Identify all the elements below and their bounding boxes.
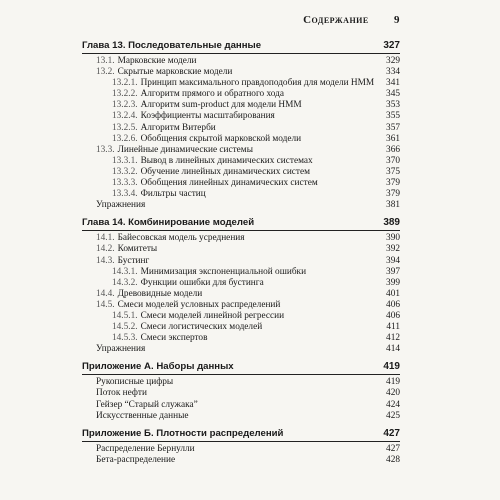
toc-entry-text	[112, 178, 318, 189]
toc-entry[interactable]	[82, 233, 400, 244]
section-page-number: 419	[386, 377, 400, 388]
chapter-page-number: 327	[383, 40, 400, 51]
toc-entry[interactable]	[82, 145, 400, 156]
section-number: 14.3.	[96, 255, 115, 266]
toc-entry[interactable]	[82, 189, 400, 200]
section-page-number: 406	[386, 310, 400, 321]
section-page-number: 394	[386, 255, 400, 266]
chapter-spacer	[82, 355, 400, 357]
chapter-spacer	[82, 466, 400, 468]
section-page-number: 361	[386, 133, 400, 144]
section-title: Принцип максимального правдоподобия для модели НММ	[140, 78, 375, 89]
chapter-title: Глава 14. Комбинирование моделей	[82, 217, 255, 229]
section-page-number: 424	[386, 399, 400, 410]
toc-entry[interactable]	[82, 200, 400, 211]
running-head	[82, 14, 400, 26]
toc-entry[interactable]	[82, 411, 400, 422]
toc-entry-text	[96, 455, 175, 466]
section-title: Фильтры частиц	[140, 189, 206, 200]
toc-entry-text	[112, 89, 284, 100]
toc-entry-text	[112, 322, 262, 333]
toc-entry[interactable]	[82, 178, 400, 189]
section-page-number: 411	[386, 322, 400, 333]
toc-entry[interactable]	[82, 156, 400, 167]
section-number: 14.1.	[96, 233, 115, 244]
section-title: Алгоритм sum-product для модели НММ	[140, 100, 302, 111]
section-title: Обобщения скрытой марковской модели	[140, 133, 302, 144]
section-title: Коэффициенты масштабирования	[140, 111, 275, 122]
toc-entry-text	[112, 189, 206, 200]
toc-entry-text	[112, 134, 301, 145]
toc-entry-text	[112, 111, 275, 122]
section-page-number: 401	[386, 288, 400, 299]
toc-entry[interactable]	[82, 100, 400, 111]
section-number: 14.4.	[96, 288, 115, 299]
section-number: 13.3.3.	[112, 178, 138, 189]
toc-entry-text	[96, 388, 147, 399]
toc-entry-text	[96, 300, 280, 311]
toc-entry[interactable]	[82, 78, 400, 89]
section-page-number: 381	[386, 200, 400, 211]
section-page-number: 357	[386, 122, 400, 133]
section-title: Функции ошибки для бустинга	[140, 277, 264, 288]
section-title: Смеси моделей условных распределений	[117, 299, 281, 310]
section-title: Бета-распределение	[96, 454, 176, 465]
section-title: Смеси экспертов	[140, 333, 208, 344]
toc-entry-text	[96, 145, 253, 156]
section-title: Смеси логистических моделей	[140, 322, 263, 333]
running-head-page-number: 9	[394, 14, 400, 26]
toc-chapter-heading[interactable]	[82, 217, 400, 231]
toc-entry-text	[112, 78, 374, 89]
section-page-number: 425	[386, 410, 400, 421]
toc-entry[interactable]	[82, 123, 400, 134]
section-number: 14.3.2.	[112, 277, 138, 288]
toc-entry[interactable]	[82, 444, 400, 455]
section-title: Вывод в линейных динамических системах	[140, 155, 313, 166]
chapter-spacer	[82, 211, 400, 213]
section-page-number: 399	[386, 277, 400, 288]
section-number: 13.3.4.	[112, 189, 138, 200]
chapter-title: Приложение Б. Плотности распределений	[82, 427, 284, 439]
toc-entry-text	[96, 244, 157, 255]
section-title: Древовидные модели	[117, 288, 203, 299]
toc-entry-text	[96, 56, 196, 67]
toc-chapter-heading[interactable]	[82, 428, 400, 442]
section-number: 13.1.	[96, 56, 115, 66]
toc-entry[interactable]	[82, 167, 400, 178]
section-title: Смеси моделей линейной регрессии	[140, 310, 285, 321]
toc-entry[interactable]	[82, 244, 400, 255]
section-number: 13.2.5.	[112, 122, 138, 133]
section-title: Распределение Бернулли	[96, 443, 195, 454]
section-number: 13.2.	[96, 67, 115, 78]
section-page-number: 428	[386, 454, 400, 465]
toc-entry-text	[96, 344, 145, 355]
section-number: 13.3.1.	[112, 155, 138, 166]
toc-entry-text	[96, 411, 188, 422]
section-number: 13.3.2.	[112, 166, 138, 177]
toc-entry-text	[96, 256, 149, 267]
chapter-spacer	[82, 422, 400, 424]
section-page-number: 370	[386, 155, 400, 166]
section-number: 13.2.6.	[112, 133, 138, 144]
toc-entry[interactable]	[82, 56, 400, 67]
section-page-number: 355	[386, 111, 400, 122]
section-title: Марковские модели	[117, 56, 197, 66]
toc-entry[interactable]	[82, 377, 400, 388]
section-page-number: 334	[386, 67, 400, 78]
toc-entry[interactable]	[82, 267, 400, 278]
section-title: Поток нефти	[96, 388, 147, 399]
section-number: 14.5.3.	[112, 333, 138, 344]
section-title: Алгоритм прямого и обратного хода	[140, 89, 285, 100]
section-title: Обобщения линейных динамических систем	[140, 178, 318, 189]
toc-entry-text	[96, 377, 173, 388]
toc-entry[interactable]	[82, 67, 400, 78]
section-page-number: 427	[386, 443, 400, 454]
section-number: 13.3.	[96, 144, 115, 155]
section-page-number: 406	[386, 299, 400, 310]
section-title: Линейные динамические системы	[117, 144, 253, 155]
section-title: Алгоритм Витерби	[140, 122, 216, 133]
section-title: Упражнения	[96, 200, 146, 211]
section-title: Искусственные данные	[96, 410, 189, 421]
section-title: Минимизация экспоненциальной ошибки	[140, 266, 307, 277]
toc-entry[interactable]	[82, 344, 400, 355]
chapter-title: Глава 13. Последовательные данные	[82, 40, 262, 51]
section-page-number: 412	[386, 333, 400, 344]
section-page-number: 392	[386, 244, 400, 255]
section-title: Скрытые марковские модели	[117, 67, 233, 78]
toc-entry[interactable]	[82, 333, 400, 344]
toc-entry-text	[112, 267, 306, 278]
toc-entry-text	[96, 400, 198, 411]
toc-entry[interactable]	[82, 400, 400, 411]
table-of-contents	[82, 36, 400, 468]
section-page-number: 329	[386, 56, 400, 66]
toc-entry[interactable]	[82, 278, 400, 289]
section-number: 14.5.	[96, 299, 115, 310]
section-title: Рукописные цифры	[96, 377, 174, 388]
toc-entry-text	[112, 123, 216, 134]
toc-entry-text	[112, 278, 264, 289]
section-page-number: 420	[386, 388, 400, 399]
section-page-number: 353	[386, 100, 400, 111]
toc-entry[interactable]	[82, 388, 400, 399]
toc-entry[interactable]	[82, 455, 400, 466]
section-number: 13.2.2.	[112, 89, 138, 100]
toc-entry[interactable]	[82, 256, 400, 267]
toc-entry-text	[96, 67, 232, 78]
toc-chapter-heading[interactable]	[82, 40, 400, 54]
toc-entry-text	[96, 233, 245, 244]
section-title: Байесовская модель усреднения	[117, 233, 245, 244]
section-page-number: 379	[386, 178, 400, 189]
toc-chapter-heading[interactable]	[82, 361, 400, 375]
section-number: 14.3.1.	[112, 266, 138, 277]
toc-entry-text	[96, 444, 195, 455]
toc-entry-text	[112, 311, 284, 322]
section-title: Комитеты	[117, 244, 158, 255]
toc-entry[interactable]	[82, 111, 400, 122]
toc-entry[interactable]	[82, 289, 400, 300]
chapter-page-number: 419	[383, 361, 400, 373]
toc-entry-text	[112, 156, 313, 167]
section-number: 14.5.1.	[112, 310, 138, 321]
section-number: 14.2.	[96, 244, 115, 255]
section-page-number: 390	[386, 233, 400, 244]
chapter-title: Приложение А. Наборы данных	[82, 361, 234, 373]
toc-entry-text	[112, 100, 302, 111]
toc-entry[interactable]	[82, 311, 400, 322]
running-head-section: Содержание	[303, 14, 369, 26]
toc-entry-text	[96, 200, 145, 211]
section-title: Гейзер “Старый служака”	[96, 399, 198, 410]
chapter-page-number: 427	[383, 427, 400, 439]
toc-entry-text	[96, 289, 202, 300]
section-page-number: 366	[386, 144, 400, 155]
section-title: Бустинг	[117, 255, 150, 266]
section-page-number: 414	[386, 344, 400, 355]
section-number: 13.2.3.	[112, 100, 138, 111]
toc-entry-text	[112, 333, 207, 344]
section-page-number: 397	[386, 266, 400, 277]
section-number: 13.2.4.	[112, 111, 138, 122]
chapter-page-number: 389	[383, 217, 400, 229]
section-title: Упражнения	[96, 344, 146, 355]
toc-entry[interactable]	[82, 89, 400, 100]
section-page-number: 375	[386, 166, 400, 177]
section-number: 14.5.2.	[112, 322, 138, 333]
section-number: 13.2.1.	[112, 78, 138, 89]
section-title: Обучение линейных динамических систем	[140, 166, 310, 177]
toc-entry[interactable]	[82, 134, 400, 145]
section-page-number: 379	[386, 189, 400, 200]
toc-entry-text	[112, 167, 310, 178]
toc-entry[interactable]	[82, 322, 400, 333]
toc-entry[interactable]	[82, 300, 400, 311]
section-page-number: 341	[386, 78, 400, 89]
section-page-number: 345	[386, 89, 400, 100]
